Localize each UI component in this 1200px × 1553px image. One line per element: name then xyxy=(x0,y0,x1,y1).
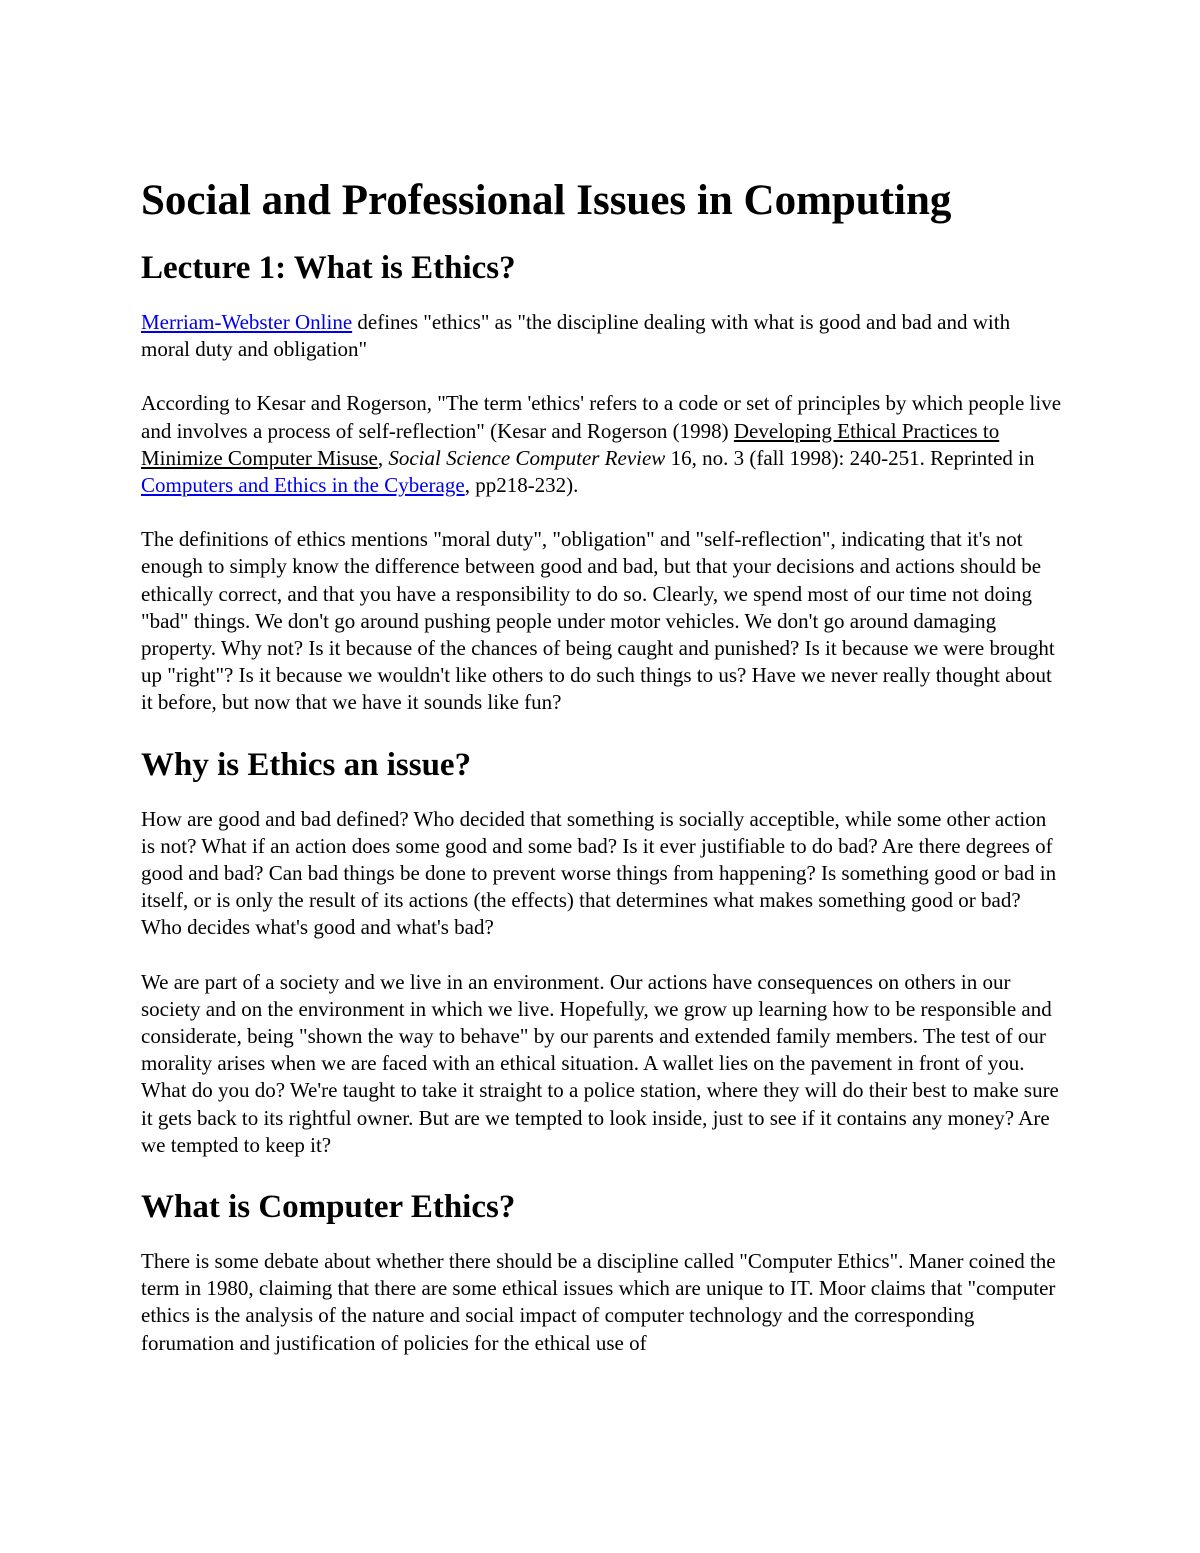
kesar-separator: , xyxy=(377,445,389,470)
computer-ethics-heading: What is Computer Ethics? xyxy=(141,1189,516,1226)
document-page xyxy=(141,172,1061,1384)
article-title: Developing Ethical Practices to Minimize Computer Misuse xyxy=(141,418,1000,470)
kesar-text-2: 16, no. 3 (fall 1998): 240-251. Reprinted in xyxy=(665,445,1035,470)
good-bad-paragraph: How are good and bad defined? Who decided that something is socially acceptible, while some other action is not? What if an action does some good and some bad? Is it ever justifiable to do bad? Are there degrees of good and bad? Can bad things be done to prevent worse things from happening? Is something good or bad in itself, or is only the result of its actions (the effects) that determines what makes something good or bad? Who decides what's good and what's bad? xyxy=(141,806,1057,940)
cyberage-link[interactable]: Computers and Ethics in the Cyberage xyxy=(141,473,465,498)
computer-ethics-paragraph: There is some debate about whether there should be a discipline called "Computer Ethics". Maner coined the term in 1980, claiming that there are some ethical issues which are unique to IT. Moor claims that "computer ethics is the analysis of the nature and social impact of computer technology and the corresponding forumation and justification of policies for the ethical use of xyxy=(141,1249,1056,1355)
document-title: Social and Professional Issues in Computing xyxy=(141,177,952,224)
kesar-text-3: , pp218-232). xyxy=(464,473,579,498)
journal-title: Social Science Computer Review xyxy=(388,445,666,470)
merriam-webster-link[interactable]: Merriam-Webster Online xyxy=(141,310,353,334)
definitions-discussion-paragraph: The definitions of ethics mentions "moral duty", "obligation" and "self-reflection", indicating that it's not enough to simply know the difference between good and bad, but that your decisions and actions should be ethically correct, and that you have a responsibility to do so. Clearly, we spend most of our time not doing "bad" things. We don't go around pushing people under motor vehicles. We don't go around damaging property. Why not? Is it because of the chances of being caught and punished? Is it because we were brought up "right"? Is it because we wouldn't like others to do such things to us? Have we never really thought about it before, but now that we have it sounds like fun? xyxy=(141,527,1055,715)
definition-paragraph xyxy=(141,309,1061,363)
lecture-heading: Lecture 1: What is Ethics? xyxy=(141,250,516,286)
kesar-text-1: According to Kesar and Rogerson, "The term 'ethics' refers to a code or set of principles by which people live and involves a process of self-reflection" (Kesar and Rogerson (1998) xyxy=(141,391,1062,443)
why-ethics-heading: Why is Ethics an issue? xyxy=(141,746,472,783)
definition-text: defines "ethics" as "the discipline dealing with what is good and bad and with moral duty and obligation" xyxy=(141,310,1011,362)
society-paragraph: We are part of a society and we live in an environment. Our actions have consequences on others in our society and on the environment in which we live. Hopefully, we grow up learning how to be responsible and considerate, being "shown the way to behave" by our parents and extended family members. The test of our morality arises when we are faced with an ethical situation. A wallet lies on the pavement in front of you. What do you do? We're taught to take it straight to a police station, where they will do their best to make sure it gets back to its rightful owner. But are we tempted to look inside, just to see if it contains any money? Are we tempted to keep it? xyxy=(141,969,1059,1157)
kesar-rogerson-paragraph xyxy=(141,390,1061,499)
